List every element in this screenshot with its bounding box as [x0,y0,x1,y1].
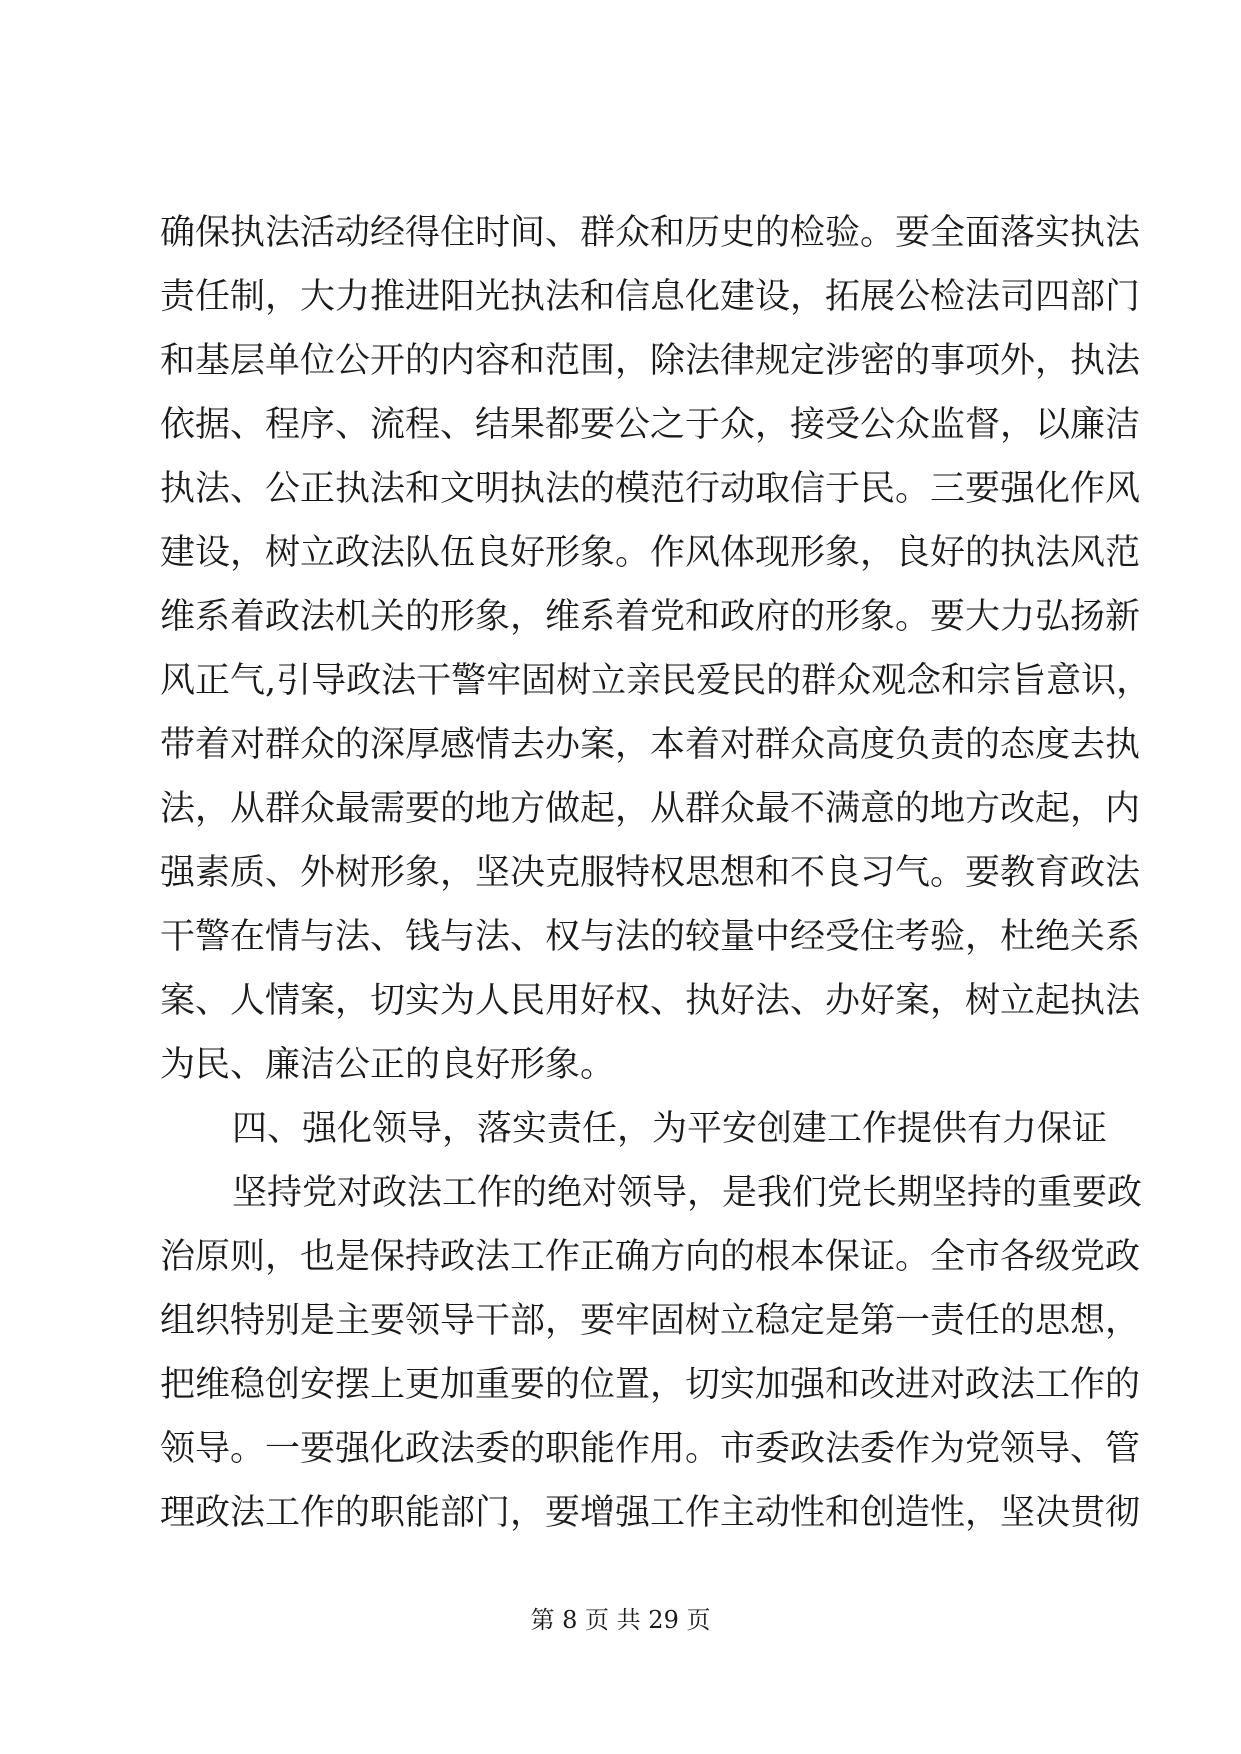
body-line-8: 风正气,引导政法干警牢固树立亲民爱民的群众观念和宗旨意识， [160,661,1152,701]
body-line-1: 确保执法活动经得住时间、群众和历史的检验。要全面落实执法 [160,213,1141,253]
body-line-18: 组织特别是主要领导干部，要牢固树立稳定是第一责任的思想， [160,1301,1141,1341]
body-line-21: 理政法工作的职能部门，要增强工作主动性和创造性，坚决贯彻 [160,1493,1141,1533]
body-line-9: 带着对群众的深厚感情去办案，本着对群众高度负责的态度去执 [160,725,1141,765]
body-line-17: 治原则，也是保持政法工作正确方向的根本保证。全市各级党政 [160,1237,1141,1277]
body-line-20: 领导。一要强化政法委的职能作用。市委政法委作为党领导、管 [160,1429,1141,1469]
body-line-19: 把维稳创安摆上更加重要的位置，切实加强和改进对政法工作的 [160,1365,1141,1405]
body-line-12: 干警在情与法、钱与法、权与法的较量中经受住考验，杜绝关系 [160,917,1141,957]
body-line-14: 为民、廉洁公正的良好形象。 [160,1045,616,1085]
body-line-2: 责任制，大力推进阳光执法和信息化建设，拓展公检法司四部门 [160,277,1141,317]
body-line-6: 建设，树立政法队伍良好形象。作风体现形象，良好的执法风范 [160,533,1141,573]
body-line-4: 依据、程序、流程、结果都要公之于众，接受公众监督，以廉洁 [160,405,1141,445]
body-line-16: 坚持党对政法工作的绝对领导，是我们党长期坚持的重要政 [232,1173,1143,1213]
page-number-footer: 第 8 页 共 29 页 [530,1606,711,1634]
body-line-7: 维系着政法机关的形象，维系着党和政府的形象。要大力弘扬新 [160,597,1141,637]
body-line-10: 法，从群众最需要的地方做起，从群众最不满意的地方改起，内 [160,789,1141,829]
body-line-5: 执法、公正执法和文明执法的模范行动取信于民。三要强化作风 [160,469,1141,509]
section-heading: 四、强化领导，落实责任，为平安创建工作提供有力保证 [232,1109,1108,1149]
body-line-3: 和基层单位公开的内容和范围，除法律规定涉密的事项外，执法 [160,341,1141,381]
body-line-11: 强素质、外树形象，坚决克服特权思想和不良习气。要教育政法 [160,853,1141,893]
body-line-13: 案、人情案，切实为人民用好权、执好法、办好案，树立起执法 [160,981,1141,1021]
